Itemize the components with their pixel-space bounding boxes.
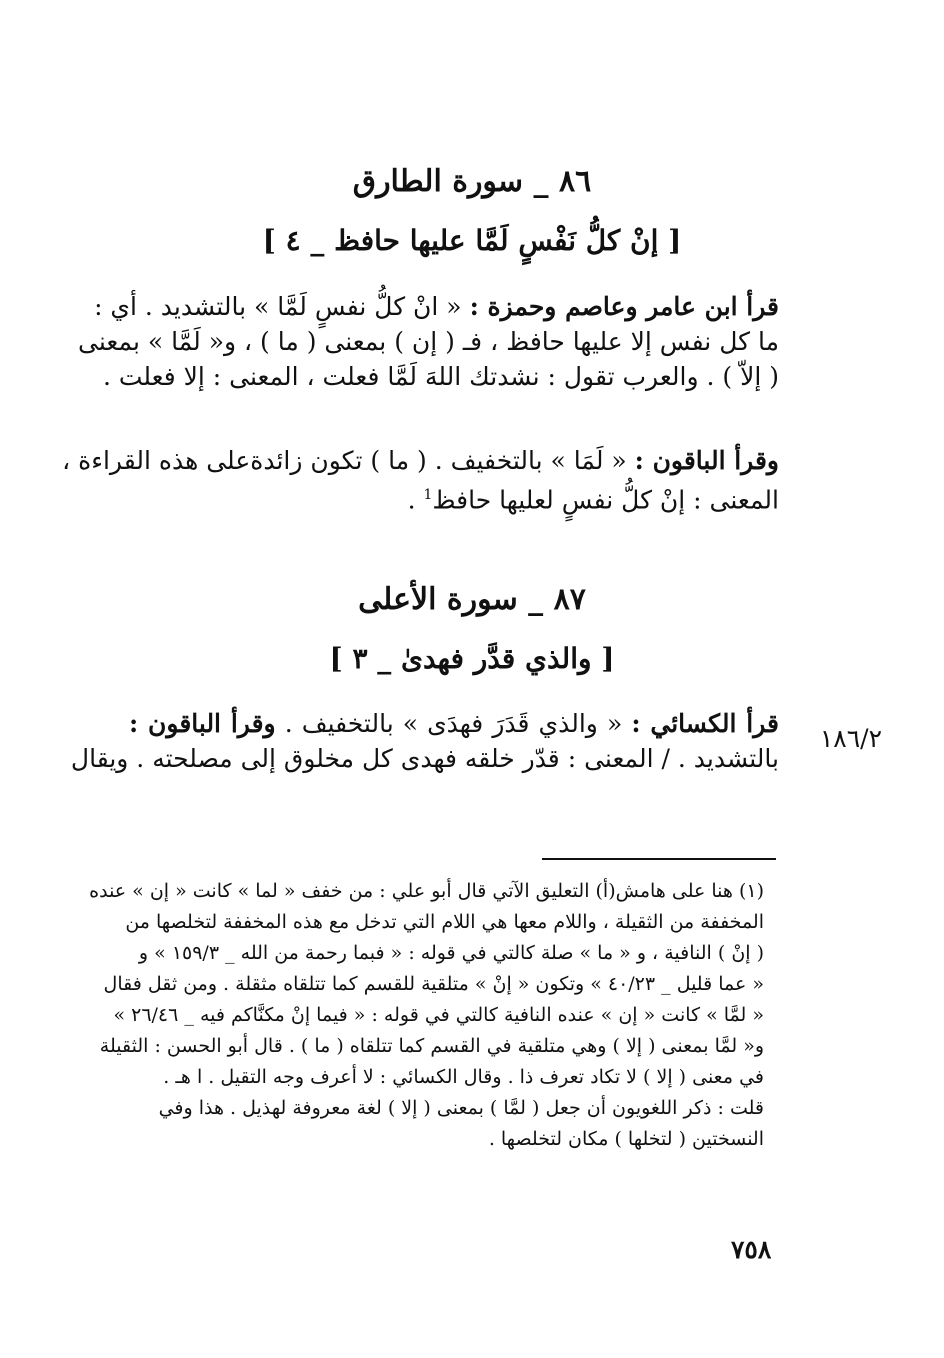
footnote-line: « عما قليل _ ٤٠/٢٣ » وتكون « إنْ » متلقية للقسم كما تتلقاه مثقلة . ومن ثقل فقال	[103, 973, 764, 995]
paragraph-line	[94, 289, 779, 324]
paragraph-line: ما كل نفس إلا عليها حافظ ، فـ ( إن ) بمعنى ( ما ) ، و« لَمَّا » بمعنى	[78, 327, 779, 356]
text-run: « لَمَا » بالتخفيف . ( ما ) تكون زائدةعلى هذه القراءة ،	[62, 446, 627, 475]
footnote-line: النسختين ( لتخلها ) مكان لتخلصها .	[488, 1128, 764, 1150]
reader-names: وقرأ الباقون :	[129, 709, 276, 738]
footnote-block	[89, 876, 764, 1155]
paragraph-86-2	[62, 443, 779, 517]
footnote-separator	[542, 858, 776, 860]
ayah-heading-86: [ إنْ كلُّ نَفْسٍ لَمَّا عليها حافظ _ ٤ ]	[262, 224, 682, 257]
text-run: « والذي قَدَرَ فهدَى » بالتخفيف .	[284, 709, 623, 738]
reader-names: وقرأ الباقون :	[634, 446, 779, 475]
margin-reference: ١٨٦/٢	[819, 724, 882, 753]
paragraph-87-1	[70, 706, 779, 776]
text-run: المعنى : إنْ كلُّ نفسٍ لعليها حافظ	[432, 485, 779, 515]
footnote-line: قلت : ذكر اللغويون أن جعل ( لمَّا ) بمعنى ( إلا ) لغة معروفة لهذيل . هذا وفي	[158, 1097, 764, 1119]
paragraph-line: بالتشديد . / المعنى : قدّر خلقه فهدى كل مخلوق إلى مصلحته . ويقال	[70, 744, 779, 773]
reader-names: قرأ الكسائي :	[631, 709, 779, 738]
footnote-line: المخففة من الثقيلة ، واللام معها هي اللام التي تدخل مع هذه المخففة لتخلصها من	[125, 911, 764, 933]
paragraph-line	[62, 443, 779, 478]
footnote-line: ( إنْ ) النافية ، و « ما » صلة كالتي في قوله : « فبما رحمة من الله _ ١٥٩/٣ » و	[138, 942, 764, 964]
reader-names: قرأ ابن عامر وعاصم وحمزة :	[469, 292, 779, 321]
surah-title-86: ٨٦ _ سورة الطارق	[352, 164, 592, 199]
paragraph-86-1	[78, 289, 779, 394]
footnote-line: و« لمَّا بمعنى ( إلا ) وهي متلقية في القسم كما تتلقاه ( ما ) . قال أبو الحسن : الثقيلة	[99, 1035, 764, 1057]
footnote-line: (١) هنا على هامش(أ) التعليق الآتي قال أبو علي : من خفف « لما » كانت « إن » عنده	[89, 880, 764, 902]
page-number: ٧٥٨	[731, 1235, 772, 1264]
footnote-marker[interactable]: 1	[423, 487, 433, 503]
text-run: .	[407, 485, 424, 515]
footnote-line: « لمَّا » كانت « إن » عنده النافية كالتي في قوله : « فيما إنْ مكنَّاكم فيه _ ٢٦/٤٦ »	[113, 1004, 764, 1026]
paragraph-line	[129, 706, 779, 741]
paragraph-line	[129, 478, 779, 517]
surah-title-87: ٨٧ _ سورة الأعلى	[358, 582, 586, 617]
ayah-heading-87: [ والذي قدَّر فهدىٰ _ ٣ ]	[329, 642, 615, 675]
footnote-line: في معنى ( إلا ) لا تكاد تعرف ذا . وقال الكسائي : لا أعرف وجه التقيل . ا هـ .	[163, 1066, 764, 1088]
text-run: « انْ كلُّ نفسٍ لَمَّا » بالتشديد . أي :	[94, 292, 462, 321]
paragraph-line: ( إلاّ ) . والعرب تقول : نشدتك اللهَ لَمَّا فعلت ، المعنى : إلا فعلت .	[102, 362, 779, 391]
